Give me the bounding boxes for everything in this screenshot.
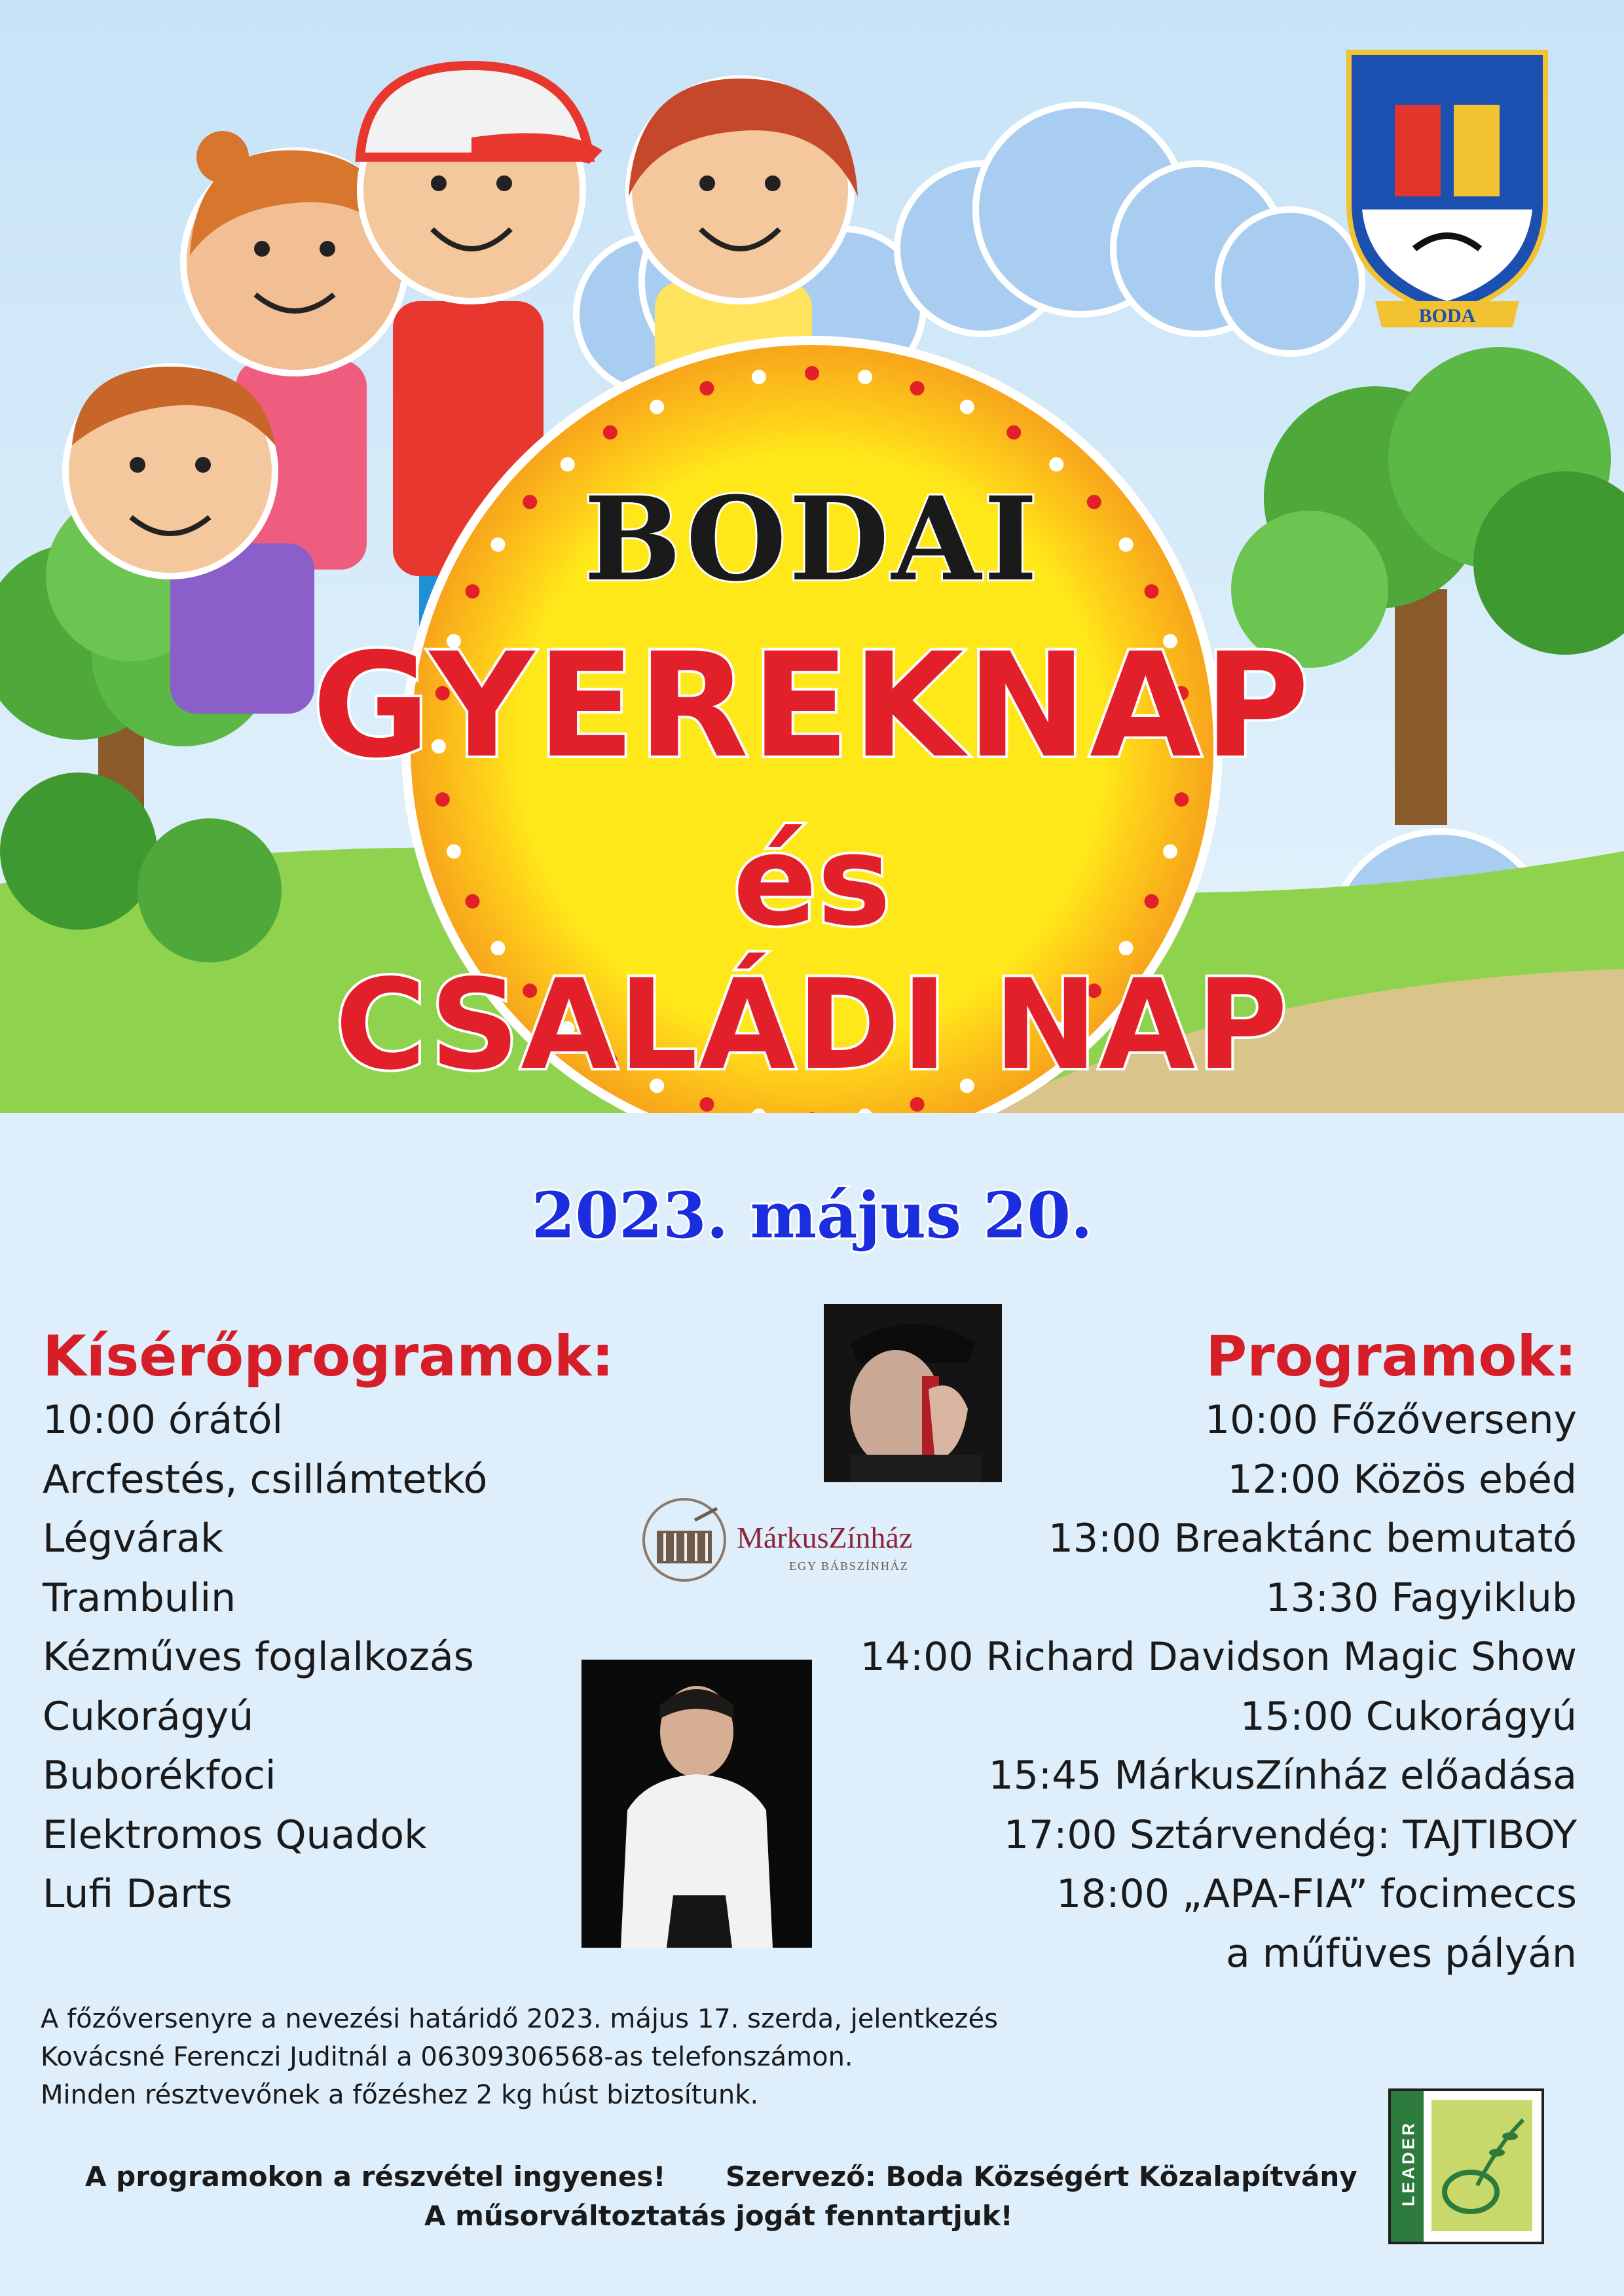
guest-star-photo (581, 1660, 812, 1948)
sun-dot (699, 381, 714, 395)
theatre-tagline: EGY BÁBSZÍNHÁZ (789, 1559, 909, 1573)
sun-dot (435, 792, 450, 807)
sun-dot (752, 370, 766, 384)
organizer-text: Szervező: Boda Községért Közalapítvány (726, 2160, 1357, 2193)
leader-logo (1388, 2088, 1544, 2244)
title-csaladi-nap: CSALÁDI NAP (335, 953, 1289, 1097)
coat-of-arms-label: BODA (1418, 305, 1476, 327)
program-item: 15:45 MárkusZínház előadása (988, 1753, 1577, 1798)
theatre-name: MárkusZínház (737, 1521, 913, 1554)
cooking-contest-notes (41, 2000, 1088, 2114)
side-program-item: Arcfestés, csillámtetkó (43, 1456, 488, 1503)
rights-reserved-text: A műsorváltoztatás jogát fenntartjuk! (424, 2200, 1013, 2232)
sun-dot (561, 457, 575, 471)
side-program-item: Cukorágyú (43, 1693, 254, 1740)
notes-line: Kovácsné Ferenczi Juditnál a 06309306568-as telefonszámon. (41, 2042, 853, 2072)
sun-dot (910, 1097, 925, 1112)
sun-dot (858, 370, 872, 384)
program-item: a műfüves pályán (1225, 1930, 1577, 1977)
leader-emblem-icon (1431, 2100, 1532, 2231)
program-item: 17:00 Sztárvendég: TAJTIBOY (1003, 1812, 1577, 1858)
program-item: 15:00 Cukorágyú (1240, 1693, 1577, 1740)
program-item: 14:00 Richard Davidson Magic Show (860, 1634, 1577, 1680)
side-program-item: 10:00 órától (43, 1397, 284, 1443)
side-programs-list (43, 1391, 632, 1924)
sun-dot (805, 366, 819, 380)
sun-dot (960, 400, 974, 414)
free-entry-text: A programokon a részvétel ingyenes! (85, 2160, 666, 2193)
notes-line: A főzőversenyre a nevezési határidő 2023. május 17. szerda, jelentkezés (41, 2004, 998, 2034)
side-program-item: Elektromos Quadok (43, 1812, 427, 1858)
side-programs-section (43, 1322, 632, 1924)
side-program-item: Lufi Darts (43, 1871, 232, 1917)
title-bodai: BODAI (583, 471, 1041, 607)
sun-dot (910, 381, 925, 395)
leader-logo-text: LEADER (1398, 2121, 1418, 2206)
program-item: 13:00 Breaktánc bemutató (1048, 1516, 1577, 1561)
notes-line: Minden résztvevőnek a főzéshez 2 kg húst biztosítunk. (41, 2080, 759, 2110)
event-date: 2023. május 20. (531, 1178, 1093, 1252)
sun-dot (699, 1097, 714, 1112)
side-program-item: Kézműves foglalkozás (43, 1634, 474, 1680)
side-program-item: Légvárak (43, 1516, 223, 1561)
programs-heading: Programok: (1206, 1324, 1577, 1389)
sun-dot (1049, 457, 1063, 471)
side-program-item: Trambulin (43, 1575, 236, 1621)
title-and: és (733, 809, 891, 953)
program-item: 12:00 Közös ebéd (1227, 1456, 1577, 1503)
sun-dot (1006, 425, 1021, 439)
program-item: 10:00 Főzőverseny (1204, 1397, 1577, 1443)
program-item: 13:30 Fagyiklub (1265, 1575, 1577, 1621)
program-item: 18:00 „APA-FIA” focimeccs (1056, 1871, 1577, 1917)
sun-dot (650, 400, 664, 414)
side-program-item: Buborékfoci (43, 1753, 276, 1798)
puppet-theatre-icon (638, 1494, 730, 1586)
sun-dot (1174, 792, 1189, 807)
magician-photo (824, 1304, 1002, 1482)
title-gyereknap: GYEREKNAP (312, 622, 1312, 790)
side-programs-heading: Kísérőprogramok: (43, 1324, 614, 1389)
theatre-logo (638, 1494, 966, 1586)
sun-dot (603, 425, 618, 439)
